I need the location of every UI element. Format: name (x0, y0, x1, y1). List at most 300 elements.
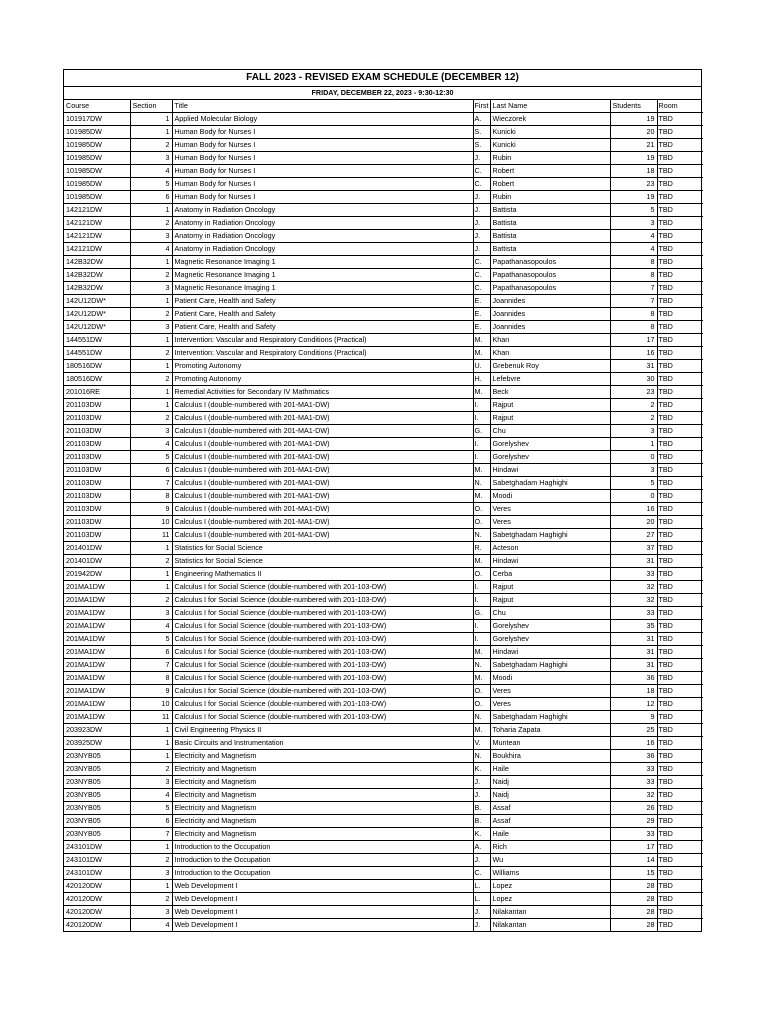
cell-course: 201MA1DW (64, 672, 130, 685)
exam-schedule-sheet (63, 69, 702, 932)
table-row (64, 516, 703, 529)
header-course: Course (64, 100, 130, 113)
cell-course: 201MA1DW (64, 698, 130, 711)
cell-course: 142U12DW* (64, 295, 130, 308)
cell-course: 180516DW (64, 373, 130, 386)
cell-title: Web Development I (172, 906, 473, 919)
cell-last-name: Lefebvre (490, 373, 610, 386)
cell-room: TBD (657, 659, 703, 672)
cell-last-name: Wieczorek (490, 113, 610, 126)
cell-course: 101985DW (64, 191, 130, 204)
cell-section: 2 (130, 217, 172, 230)
cell-room: TBD (657, 880, 703, 893)
cell-last-name: Moodi (490, 490, 610, 503)
cell-room: TBD (657, 854, 703, 867)
cell-first-initial: J. (473, 919, 490, 932)
cell-first-initial: I. (473, 399, 490, 412)
cell-students: 8 (610, 308, 657, 321)
cell-first-initial: J. (473, 906, 490, 919)
cell-first-initial: J. (473, 789, 490, 802)
cell-course: 101917DW (64, 113, 130, 126)
cell-room: TBD (657, 412, 703, 425)
cell-last-name: Battista (490, 230, 610, 243)
cell-students: 31 (610, 633, 657, 646)
cell-last-name: Papathanasopoulos (490, 256, 610, 269)
header-section: Section (130, 100, 172, 113)
cell-first-initial: L. (473, 880, 490, 893)
cell-title: Introduction to the Occupation (172, 854, 473, 867)
cell-first-initial: J. (473, 217, 490, 230)
cell-room: TBD (657, 152, 703, 165)
cell-last-name: Battista (490, 243, 610, 256)
cell-section: 1 (130, 386, 172, 399)
cell-section: 1 (130, 256, 172, 269)
cell-room: TBD (657, 620, 703, 633)
table-row (64, 763, 703, 776)
cell-students: 26 (610, 802, 657, 815)
cell-course: 201103DW (64, 529, 130, 542)
table-row (64, 321, 703, 334)
header-row (64, 100, 703, 113)
cell-section: 2 (130, 412, 172, 425)
cell-last-name: Grebenuk Roy (490, 360, 610, 373)
cell-title: Patient Care, Health and Safety (172, 308, 473, 321)
cell-last-name: Rajput (490, 399, 610, 412)
cell-last-name: Hindawi (490, 555, 610, 568)
cell-room: TBD (657, 191, 703, 204)
cell-title: Human Body for Nurses I (172, 139, 473, 152)
cell-room: TBD (657, 776, 703, 789)
cell-last-name: Gorelyshev (490, 620, 610, 633)
cell-first-initial: S. (473, 139, 490, 152)
table-row (64, 191, 703, 204)
cell-first-initial: M. (473, 490, 490, 503)
cell-first-initial: G. (473, 607, 490, 620)
cell-last-name: Rajput (490, 412, 610, 425)
table-row (64, 425, 703, 438)
cell-title: Calculus I (double-numbered with 201-MA1-DW) (172, 503, 473, 516)
cell-first-initial: I. (473, 451, 490, 464)
cell-room: TBD (657, 295, 703, 308)
cell-title: Patient Care, Health and Safety (172, 321, 473, 334)
cell-students: 36 (610, 672, 657, 685)
cell-students: 5 (610, 204, 657, 217)
cell-last-name: Battista (490, 217, 610, 230)
cell-first-initial: A. (473, 841, 490, 854)
cell-course: 101985DW (64, 126, 130, 139)
cell-first-initial: L. (473, 893, 490, 906)
cell-last-name: Sabetghadam Haghighi (490, 659, 610, 672)
table-row (64, 529, 703, 542)
cell-section: 3 (130, 906, 172, 919)
cell-course: 203NYB05 (64, 776, 130, 789)
cell-course: 201MA1DW (64, 620, 130, 633)
cell-room: TBD (657, 256, 703, 269)
table-row (64, 399, 703, 412)
cell-last-name: Sabetghadam Haghighi (490, 477, 610, 490)
cell-section: 3 (130, 776, 172, 789)
cell-last-name: Cerba (490, 568, 610, 581)
table-row (64, 581, 703, 594)
table-row (64, 737, 703, 750)
cell-students: 29 (610, 815, 657, 828)
cell-room: TBD (657, 425, 703, 438)
cell-section: 1 (130, 750, 172, 763)
cell-last-name: Sabetghadam Haghighi (490, 711, 610, 724)
cell-last-name: Robert (490, 165, 610, 178)
cell-first-initial: M. (473, 672, 490, 685)
cell-last-name: Nilakantan (490, 919, 610, 932)
cell-title: Basic Circuits and Instrumentation (172, 737, 473, 750)
cell-room: TBD (657, 269, 703, 282)
cell-students: 15 (610, 867, 657, 880)
cell-last-name: Joannides (490, 295, 610, 308)
cell-students: 0 (610, 451, 657, 464)
cell-last-name: Haile (490, 763, 610, 776)
cell-section: 9 (130, 685, 172, 698)
cell-course: 142121DW (64, 217, 130, 230)
cell-title: Patient Care, Health and Safety (172, 295, 473, 308)
cell-first-initial: B. (473, 815, 490, 828)
cell-course: 101985DW (64, 165, 130, 178)
cell-section: 1 (130, 399, 172, 412)
cell-students: 31 (610, 659, 657, 672)
cell-first-initial: N. (473, 477, 490, 490)
cell-course: 203NYB05 (64, 789, 130, 802)
cell-students: 2 (610, 399, 657, 412)
table-row (64, 334, 703, 347)
cell-room: TBD (657, 438, 703, 451)
cell-section: 11 (130, 711, 172, 724)
cell-last-name: Haile (490, 828, 610, 841)
cell-title: Human Body for Nurses I (172, 178, 473, 191)
cell-title: Intervention: Vascular and Respiratory Conditions (Practical) (172, 347, 473, 360)
cell-room: TBD (657, 321, 703, 334)
table-row (64, 893, 703, 906)
cell-section: 5 (130, 451, 172, 464)
table-row (64, 815, 703, 828)
cell-first-initial: M. (473, 464, 490, 477)
cell-course: 201MA1DW (64, 685, 130, 698)
cell-title: Calculus I for Social Science (double-numbered with 201-103-DW) (172, 698, 473, 711)
cell-course: 420120DW (64, 906, 130, 919)
cell-title: Web Development I (172, 919, 473, 932)
document-title: FALL 2023 - REVISED EXAM SCHEDULE (DECEMBER 12) (64, 70, 701, 87)
table-row (64, 607, 703, 620)
cell-last-name: Moodi (490, 672, 610, 685)
cell-room: TBD (657, 165, 703, 178)
cell-students: 16 (610, 737, 657, 750)
header-last-name: Last Name (490, 100, 610, 113)
cell-last-name: Papathanasopoulos (490, 269, 610, 282)
cell-first-initial: E. (473, 295, 490, 308)
cell-title: Anatomy in Radiation Oncology (172, 204, 473, 217)
cell-course: 201103DW (64, 516, 130, 529)
cell-section: 6 (130, 815, 172, 828)
cell-title: Human Body for Nurses I (172, 126, 473, 139)
cell-section: 2 (130, 594, 172, 607)
cell-room: TBD (657, 594, 703, 607)
cell-course: 142U12DW* (64, 308, 130, 321)
cell-last-name: Rajput (490, 581, 610, 594)
table-row (64, 165, 703, 178)
cell-title: Calculus I for Social Science (double-numbered with 201-103-DW) (172, 607, 473, 620)
cell-title: Electricity and Magnetism (172, 828, 473, 841)
cell-section: 3 (130, 152, 172, 165)
cell-course: 201103DW (64, 438, 130, 451)
table-row (64, 282, 703, 295)
cell-room: TBD (657, 555, 703, 568)
cell-course: 420120DW (64, 893, 130, 906)
table-row (64, 217, 703, 230)
cell-title: Magnetic Resonance Imaging 1 (172, 256, 473, 269)
table-row (64, 412, 703, 425)
cell-first-initial: O. (473, 568, 490, 581)
cell-last-name: Assaf (490, 815, 610, 828)
cell-students: 16 (610, 503, 657, 516)
cell-course: 201MA1DW (64, 607, 130, 620)
cell-last-name: Acteson (490, 542, 610, 555)
cell-section: 2 (130, 555, 172, 568)
cell-first-initial: J. (473, 776, 490, 789)
cell-course: 201MA1DW (64, 581, 130, 594)
cell-room: TBD (657, 204, 703, 217)
cell-students: 9 (610, 711, 657, 724)
cell-room: TBD (657, 724, 703, 737)
cell-course: 201MA1DW (64, 594, 130, 607)
cell-room: TBD (657, 893, 703, 906)
table-row (64, 828, 703, 841)
cell-room: TBD (657, 503, 703, 516)
cell-first-initial: S. (473, 126, 490, 139)
cell-last-name: Toharia Zapata (490, 724, 610, 737)
cell-last-name: Kunicki (490, 139, 610, 152)
cell-title: Calculus I (double-numbered with 201-MA1-DW) (172, 451, 473, 464)
cell-section: 3 (130, 282, 172, 295)
cell-last-name: Veres (490, 503, 610, 516)
cell-course: 201MA1DW (64, 659, 130, 672)
cell-room: TBD (657, 906, 703, 919)
cell-last-name: Boukhira (490, 750, 610, 763)
cell-room: TBD (657, 243, 703, 256)
cell-title: Electricity and Magnetism (172, 763, 473, 776)
cell-course: 201401DW (64, 555, 130, 568)
cell-room: TBD (657, 334, 703, 347)
cell-last-name: Rajput (490, 594, 610, 607)
cell-last-name: Gorelyshev (490, 438, 610, 451)
cell-course: 203NYB05 (64, 763, 130, 776)
cell-students: 3 (610, 464, 657, 477)
cell-students: 7 (610, 295, 657, 308)
cell-students: 8 (610, 321, 657, 334)
cell-title: Web Development I (172, 893, 473, 906)
cell-course: 203NYB05 (64, 828, 130, 841)
cell-course: 142B32DW (64, 269, 130, 282)
cell-section: 1 (130, 568, 172, 581)
cell-title: Civil Engineering Physics II (172, 724, 473, 737)
cell-students: 4 (610, 243, 657, 256)
document-subtitle: FRIDAY, DECEMBER 22, 2023 - 9:30-12:30 (64, 87, 701, 100)
table-row (64, 672, 703, 685)
cell-course: 144551DW (64, 334, 130, 347)
cell-room: TBD (657, 217, 703, 230)
cell-room: TBD (657, 698, 703, 711)
cell-title: Calculus I for Social Science (double-numbered with 201-103-DW) (172, 659, 473, 672)
cell-first-initial: C. (473, 867, 490, 880)
cell-section: 2 (130, 269, 172, 282)
table-row (64, 802, 703, 815)
cell-first-initial: V. (473, 737, 490, 750)
table-row (64, 750, 703, 763)
cell-course: 101985DW (64, 139, 130, 152)
cell-room: TBD (657, 841, 703, 854)
cell-course: 201MA1DW (64, 646, 130, 659)
cell-first-initial: I. (473, 438, 490, 451)
cell-course: 201MA1DW (64, 633, 130, 646)
cell-students: 4 (610, 230, 657, 243)
table-row (64, 685, 703, 698)
cell-room: TBD (657, 516, 703, 529)
cell-first-initial: U. (473, 360, 490, 373)
cell-students: 19 (610, 191, 657, 204)
cell-first-initial: I. (473, 594, 490, 607)
cell-room: TBD (657, 139, 703, 152)
cell-first-initial: N. (473, 711, 490, 724)
cell-course: 101985DW (64, 178, 130, 191)
cell-last-name: Veres (490, 698, 610, 711)
cell-section: 1 (130, 841, 172, 854)
cell-last-name: Wu (490, 854, 610, 867)
cell-last-name: Rubin (490, 152, 610, 165)
table-row (64, 230, 703, 243)
cell-section: 8 (130, 672, 172, 685)
header-students: Students (610, 100, 657, 113)
cell-students: 36 (610, 750, 657, 763)
cell-students: 21 (610, 139, 657, 152)
cell-room: TBD (657, 672, 703, 685)
cell-title: Anatomy in Radiation Oncology (172, 243, 473, 256)
cell-room: TBD (657, 308, 703, 321)
cell-section: 3 (130, 867, 172, 880)
cell-students: 8 (610, 269, 657, 282)
cell-students: 20 (610, 126, 657, 139)
cell-course: 142121DW (64, 243, 130, 256)
cell-first-initial: N. (473, 529, 490, 542)
table-row (64, 633, 703, 646)
cell-course: 243101DW (64, 841, 130, 854)
cell-room: TBD (657, 282, 703, 295)
table-row (64, 243, 703, 256)
cell-title: Calculus I (double-numbered with 201-MA1-DW) (172, 412, 473, 425)
cell-section: 1 (130, 542, 172, 555)
cell-title: Statistics for Social Science (172, 555, 473, 568)
cell-section: 4 (130, 620, 172, 633)
cell-section: 3 (130, 321, 172, 334)
cell-room: TBD (657, 529, 703, 542)
cell-section: 4 (130, 789, 172, 802)
cell-room: TBD (657, 230, 703, 243)
cell-first-initial: N. (473, 750, 490, 763)
cell-students: 16 (610, 347, 657, 360)
cell-students: 2 (610, 412, 657, 425)
cell-students: 35 (610, 620, 657, 633)
cell-section: 2 (130, 854, 172, 867)
cell-first-initial: E. (473, 321, 490, 334)
cell-room: TBD (657, 867, 703, 880)
cell-room: TBD (657, 113, 703, 126)
table-row (64, 594, 703, 607)
cell-title: Calculus I (double-numbered with 201-MA1-DW) (172, 438, 473, 451)
cell-students: 1 (610, 438, 657, 451)
table-row (64, 503, 703, 516)
cell-title: Electricity and Magnetism (172, 789, 473, 802)
cell-students: 18 (610, 685, 657, 698)
cell-title: Magnetic Resonance Imaging 1 (172, 282, 473, 295)
cell-section: 1 (130, 334, 172, 347)
cell-first-initial: C. (473, 269, 490, 282)
table-row (64, 477, 703, 490)
cell-first-initial: H. (473, 373, 490, 386)
cell-section: 5 (130, 633, 172, 646)
cell-room: TBD (657, 178, 703, 191)
cell-section: 4 (130, 243, 172, 256)
cell-section: 2 (130, 139, 172, 152)
cell-last-name: Hindawi (490, 464, 610, 477)
cell-title: Electricity and Magnetism (172, 750, 473, 763)
table-row (64, 360, 703, 373)
cell-course: 142U12DW* (64, 321, 130, 334)
cell-section: 1 (130, 737, 172, 750)
cell-first-initial: A. (473, 113, 490, 126)
cell-students: 28 (610, 893, 657, 906)
cell-title: Calculus I for Social Science (double-numbered with 201-103-DW) (172, 685, 473, 698)
cell-room: TBD (657, 789, 703, 802)
cell-course: 420120DW (64, 919, 130, 932)
cell-room: TBD (657, 386, 703, 399)
cell-students: 33 (610, 568, 657, 581)
cell-title: Remedial Activities for Secondary IV Mathmatics (172, 386, 473, 399)
cell-section: 11 (130, 529, 172, 542)
cell-students: 8 (610, 256, 657, 269)
cell-section: 1 (130, 113, 172, 126)
table-row (64, 269, 703, 282)
cell-last-name: Lopez (490, 893, 610, 906)
table-row (64, 711, 703, 724)
cell-students: 30 (610, 373, 657, 386)
cell-course: 420120DW (64, 880, 130, 893)
cell-first-initial: J. (473, 243, 490, 256)
cell-course: 142B32DW (64, 256, 130, 269)
cell-first-initial: N. (473, 659, 490, 672)
cell-section: 2 (130, 347, 172, 360)
table-row (64, 347, 703, 360)
cell-title: Calculus I for Social Science (double-numbered with 201-103-DW) (172, 594, 473, 607)
cell-room: TBD (657, 607, 703, 620)
cell-section: 3 (130, 425, 172, 438)
cell-course: 142121DW (64, 230, 130, 243)
cell-section: 1 (130, 295, 172, 308)
cell-title: Engineering Mathematics II (172, 568, 473, 581)
cell-section: 7 (130, 477, 172, 490)
cell-room: TBD (657, 477, 703, 490)
cell-first-initial: C. (473, 282, 490, 295)
cell-section: 2 (130, 308, 172, 321)
table-row (64, 841, 703, 854)
cell-last-name: Lopez (490, 880, 610, 893)
cell-course: 243101DW (64, 854, 130, 867)
cell-course: 101985DW (64, 152, 130, 165)
cell-first-initial: J. (473, 191, 490, 204)
